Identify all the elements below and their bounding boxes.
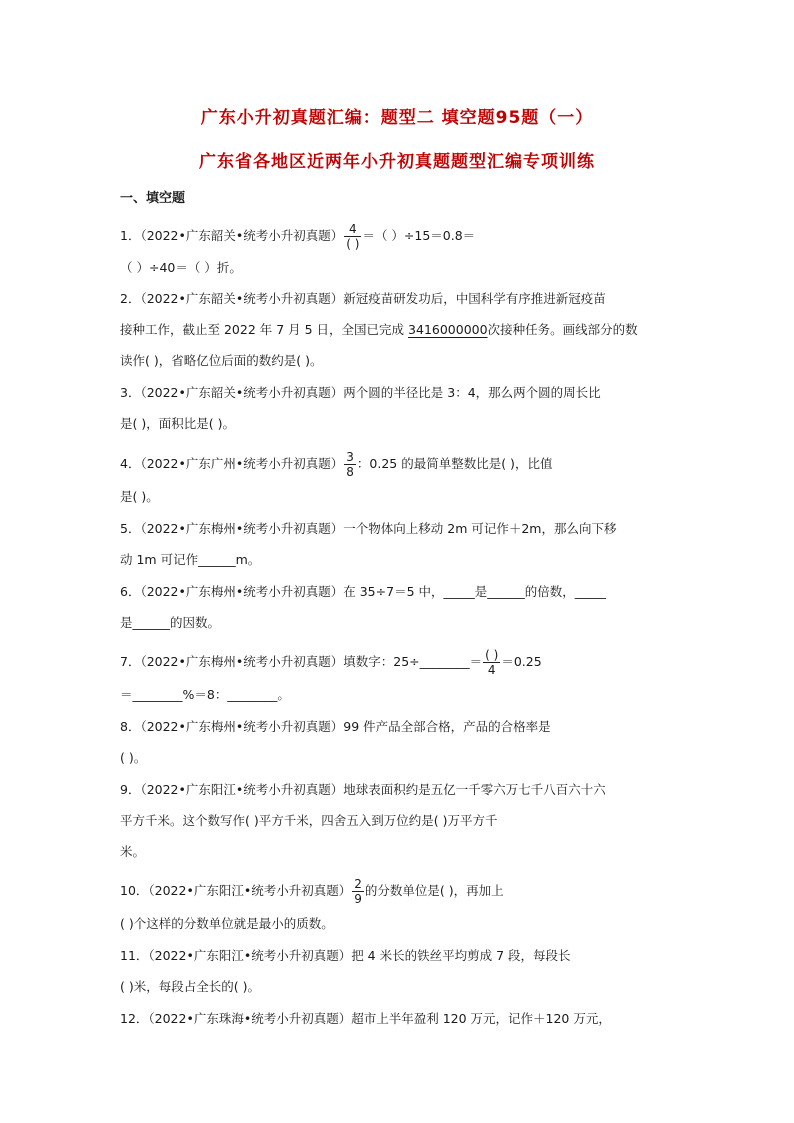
question-6-line-1: 6．（2022•广东梅州•统考小升初真题）在 35÷7＝5 中，_____是______的倍数，_____ [120,584,606,599]
question-1-prefix: 1．（2022•广东韶关•统考小升初真题） [120,228,344,243]
question-11-line-2: ( )米，每段占全长的( )。 [120,979,260,994]
section-heading: 一、填空题 [120,191,186,206]
question-2-line-2: 接种工作，截止至 2022 年 7 月 5 日，全国已完成 3416000000次接种任务。画线部分的数 [120,322,638,337]
question-2-line-3: 读作( )，省略亿位后面的数约是( )。 [120,353,323,368]
question-7-line-2: ＝________%＝8：________。 [120,687,290,702]
question-8-line-1: 8．（2022•广东梅州•统考小升初真题）99 件产品全部合格，产品的合格率是 [120,719,551,734]
question-3-line-1: 3．（2022•广东韶关•统考小升初真题）两个圆的半径比是 3：4，那么两个圆的周长比 [120,385,601,400]
question-7-fraction: $\frac{( )}{4}$ [485,648,499,677]
question-9-line-3: 米。 [120,844,146,859]
question-12-line-1: 12．（2022•广东珠海•统考小升初真题）超市上半年盈利 120 万元，记作＋120 万元， [120,1011,611,1026]
document-title: 广东小升初真题汇编：题型二 填空题95题（一） [200,108,594,128]
question-4-fraction: $\frac{3}{8}$ [346,450,354,479]
question-2-line-1: 2．（2022•广东韶关•统考小升初真题）新冠疫苗研发功后，中国科学有序推进新冠疫苗 [120,291,606,306]
question-3-line-2: 是( )，面积比是( )。 [120,416,235,431]
question-4-line-2: 是( )。 [120,489,159,504]
document-subtitle: 广东省各地区近两年小升初真题题型汇编专项训练 [199,152,595,172]
question-1-fraction: $\frac{4}{( )}$ [346,222,360,251]
underlined-number: 3416000000 [408,322,488,337]
question-9-line-1: 9．（2022•广东阳江•统考小升初真题）地球表面积约是五亿一千零六万七千八百六十六 [120,782,606,797]
question-10-line-1: 10．（2022•广东阳江•统考小升初真题） $\frac{2}{9}$ 的分数单位是( )，再加上 [120,877,504,906]
question-5-line-2: 动 1m 可记作______m。 [120,552,261,567]
question-7-line-1: 7．（2022•广东梅州•统考小升初真题）填数字：25÷________＝ $\frac{( )}{4}$ ＝0.25 [120,648,542,677]
question-6-line-2: 是______的因数。 [120,615,221,630]
question-10-fraction: $\frac{2}{9}$ [354,877,362,906]
question-1-line-1 [120,222,680,251]
question-8-line-2: ( )。 [120,750,147,765]
question-1-rest: ＝（ ）÷15＝0.8＝ [362,228,476,243]
question-5-line-1: 5．（2022•广东梅州•统考小升初真题）一个物体向上移动 2m 可记作＋2m，那么向下移 [120,521,617,536]
question-1-line-2: （ ）÷40＝（ ）折。 [120,260,242,275]
question-4-line-1: 4．（2022•广东广州•统考小升初真题） $\frac{3}{8}$ ：0.25 的最简单整数比是( )，比值 [120,450,553,479]
question-10-line-2: ( )个这样的分数单位就是最小的质数。 [120,916,334,931]
question-11-line-1: 11．（2022•广东阳江•统考小升初真题）把 4 米长的铁丝平均剪成 7 段，每段长 [120,948,571,963]
question-9-line-2: 平方千米。这个数写作( )平方千米，四舍五入到万位约是( )万平方千 [120,813,498,828]
